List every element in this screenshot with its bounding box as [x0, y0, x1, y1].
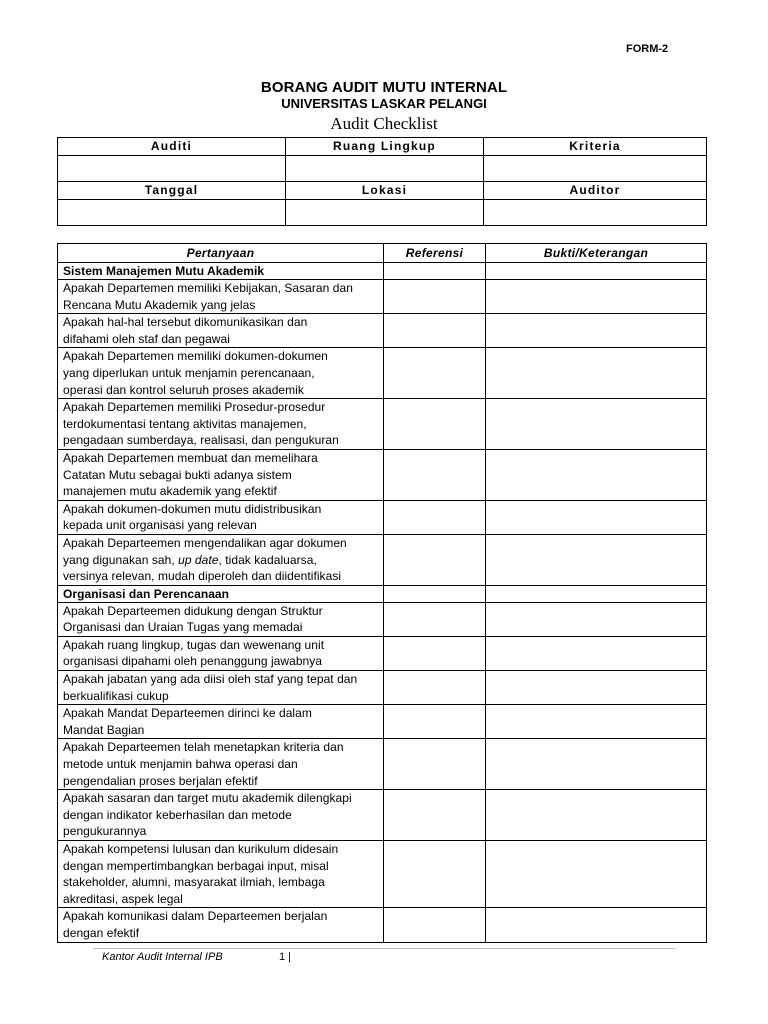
checklist-row — [58, 636, 707, 670]
section-row — [58, 263, 707, 280]
question-line: pengukurannya — [63, 824, 147, 839]
header-bukti-keterangan: Bukti/Keterangan — [486, 244, 707, 263]
question-cell — [58, 399, 384, 450]
question-line: yang digunakan sah, up date, tidak kadaluarsa, — [63, 552, 317, 567]
question-line: metode untuk menjamin bahwa operasi dan — [63, 757, 298, 772]
question-line: Apakah Departeemen mengendalikan agar dokumen — [63, 535, 347, 550]
question-line: Apakah hal-hal tersebut dikomunikasikan dan — [63, 315, 308, 330]
checklist-row — [58, 449, 707, 500]
question-line: pengadaan sumberdaya, realisasi, dan pengukuran — [63, 433, 339, 448]
question-cell — [58, 841, 384, 908]
checklist-row — [58, 705, 707, 739]
question-line: terdokumentasi tentang aktivitas manajemen, — [63, 416, 307, 431]
question-line: manajemen mutu akademik yang efektif — [63, 484, 277, 499]
referensi-cell[interactable] — [384, 602, 486, 636]
question-line: Apakah dokumen-dokumen mutu didistribusikan — [63, 501, 322, 516]
question-cell — [58, 790, 384, 841]
header-ruang-lingkup: Ruang Lingkup — [286, 138, 484, 156]
bukti-keterangan-cell[interactable] — [486, 671, 707, 705]
question-line: Organisasi dan Uraian Tugas yang memadai — [63, 620, 303, 635]
audit-checklist-table — [57, 243, 707, 943]
referensi-cell[interactable] — [384, 314, 486, 348]
question-cell — [58, 534, 384, 585]
question-line: Apakah sasaran dan target mutu akademik dilengkapi — [63, 791, 352, 806]
question-line: stakeholder, alumni, masyarakat ilmiah, lembaga — [63, 875, 325, 890]
checklist-row — [58, 790, 707, 841]
auditi-field[interactable] — [58, 156, 286, 182]
ruang-lingkup-field[interactable] — [286, 156, 484, 182]
header-auditor: Auditor — [484, 182, 707, 200]
bukti-keterangan-cell[interactable] — [486, 500, 707, 534]
question-cell — [58, 348, 384, 399]
question-cell — [58, 602, 384, 636]
question-line: Apakah Departeemen telah menetapkan kriteria dan — [63, 740, 344, 755]
checklist-row — [58, 348, 707, 399]
question-line: dengan efektif — [63, 925, 140, 940]
checklist-row — [58, 500, 707, 534]
audit-info-table — [57, 137, 707, 226]
bukti-keterangan-cell[interactable] — [486, 280, 707, 314]
referensi-cell[interactable] — [384, 739, 486, 790]
referensi-cell[interactable] — [384, 841, 486, 908]
bukti-keterangan-cell[interactable] — [486, 348, 707, 399]
question-line: Apakah Mandat Departeemen dirinci ke dalam — [63, 706, 312, 721]
header-auditi: Auditi — [58, 138, 286, 156]
question-line: Apakah jabatan yang ada diisi oleh staf yang tepat dan — [63, 672, 358, 687]
question-cell — [58, 449, 384, 500]
question-cell — [58, 671, 384, 705]
question-cell — [58, 739, 384, 790]
section-blank-cell — [486, 585, 707, 602]
section-title: Sistem Manajemen Mutu Akademik — [58, 263, 384, 280]
question-line: Apakah komunikasi dalam Departeemen berjalan — [63, 909, 328, 924]
checklist-row — [58, 908, 707, 942]
question-line: Apakah Departeemen didukung dengan Struktur — [63, 603, 323, 618]
question-line: Apakah ruang lingkup, tugas dan wewenang unit — [63, 637, 325, 652]
university-name: UNIVERSITAS LASKAR PELANGI — [281, 96, 487, 111]
bukti-keterangan-cell[interactable] — [486, 739, 707, 790]
footer-divider — [93, 948, 676, 949]
question-line: berkualifikasi cukup — [63, 688, 169, 703]
checklist-row — [58, 314, 707, 348]
question-line: Apakah Departemen memiliki Prosedur-prosedur — [63, 400, 326, 415]
checklist-row — [58, 841, 707, 908]
referensi-cell[interactable] — [384, 500, 486, 534]
tanggal-field[interactable] — [58, 200, 286, 226]
referensi-cell[interactable] — [384, 449, 486, 500]
form-code: FORM-2 — [626, 43, 669, 55]
page-number: 1 | — [279, 951, 292, 963]
checklist-title: Audit Checklist — [330, 114, 438, 133]
section-blank-cell — [486, 263, 707, 280]
bukti-keterangan-cell[interactable] — [486, 841, 707, 908]
question-line: organisasi dipahami oleh penanggung jawabnya — [63, 654, 323, 669]
question-line: Apakah Departemen memiliki Kebijakan, Sasaran dan — [63, 281, 353, 295]
question-line: operasi dan kontrol seluruh proses akademik — [63, 382, 304, 397]
referensi-cell[interactable] — [384, 790, 486, 841]
question-line: yang diperlukan untuk menjamin perencanaan, — [63, 365, 315, 380]
bukti-keterangan-cell[interactable] — [486, 908, 707, 942]
checklist-row — [58, 602, 707, 636]
question-line: dengan indikator keberhasilan dan metode — [63, 807, 292, 822]
question-cell — [58, 636, 384, 670]
checklist-row — [58, 739, 707, 790]
question-cell — [58, 314, 384, 348]
referensi-cell[interactable] — [384, 280, 486, 314]
question-cell — [58, 705, 384, 739]
question-cell — [58, 908, 384, 942]
question-line: versinya relevan, mudah diperoleh dan diidentifikasi — [63, 569, 342, 584]
question-line: Rencana Mutu Akademik yang jelas — [63, 297, 256, 312]
referensi-cell[interactable] — [384, 671, 486, 705]
referensi-cell[interactable] — [384, 348, 486, 399]
referensi-cell[interactable] — [384, 705, 486, 739]
referensi-cell[interactable] — [384, 908, 486, 942]
question-line: dengan mempertimbangkan berbagai input, misal — [63, 858, 329, 873]
checklist-row — [58, 534, 707, 585]
header-tanggal: Tanggal — [58, 182, 286, 200]
auditor-field[interactable] — [484, 200, 707, 226]
question-line: Apakah Departemen membuat dan memelihara — [63, 450, 318, 465]
bukti-keterangan-cell[interactable] — [486, 534, 707, 585]
kriteria-field[interactable] — [484, 156, 707, 182]
referensi-cell[interactable] — [384, 399, 486, 450]
question-line: kepada unit organisasi yang relevan — [63, 518, 257, 533]
question-cell — [58, 280, 384, 314]
header-lokasi: Lokasi — [286, 182, 484, 200]
form-title: BORANG AUDIT MUTU INTERNAL — [260, 79, 508, 96]
referensi-cell[interactable] — [384, 636, 486, 670]
bukti-keterangan-cell[interactable] — [486, 790, 707, 841]
emphasis-text: up date — [178, 552, 219, 567]
question-line: Apakah Departemen memiliki dokumen-dokumen — [63, 349, 328, 364]
header-pertanyaan: Pertanyaan — [58, 244, 384, 263]
question-line: Catatan Mutu sebagai bukti adanya sistem — [63, 467, 292, 482]
checklist-row — [58, 671, 707, 705]
question-line: Apakah kompetensi lulusan dan kurikulum didesain — [63, 842, 339, 856]
lokasi-field[interactable] — [286, 200, 484, 226]
bukti-keterangan-cell[interactable] — [486, 314, 707, 348]
header-referensi: Referensi — [384, 244, 486, 263]
question-line: difahami oleh staf dan pegawai — [63, 331, 230, 346]
bukti-keterangan-cell[interactable] — [486, 636, 707, 670]
checklist-row — [58, 280, 707, 314]
question-line: Mandat Bagian — [63, 722, 145, 737]
section-title: Organisasi dan Perencanaan — [58, 585, 384, 602]
bukti-keterangan-cell[interactable] — [486, 449, 707, 500]
section-blank-cell — [384, 263, 486, 280]
header-kriteria: Kriteria — [484, 138, 707, 156]
footer-office: Kantor Audit Internal IPB — [102, 951, 223, 963]
checklist-row — [58, 399, 707, 450]
section-row — [58, 585, 707, 602]
bukti-keterangan-cell[interactable] — [486, 705, 707, 739]
referensi-cell[interactable] — [384, 534, 486, 585]
question-line: akreditasi, aspek legal — [63, 891, 183, 906]
bukti-keterangan-cell[interactable] — [486, 399, 707, 450]
question-cell — [58, 500, 384, 534]
bukti-keterangan-cell[interactable] — [486, 602, 707, 636]
section-blank-cell — [384, 585, 486, 602]
question-line: pengendalian proses berjalan efektif — [63, 773, 258, 788]
